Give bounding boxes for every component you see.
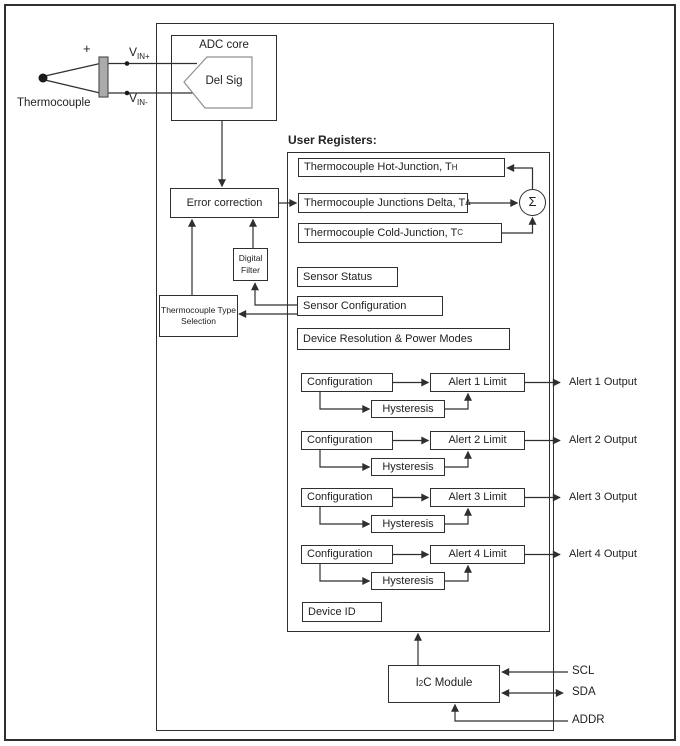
- alert4-configuration-box: Configuration: [301, 545, 393, 564]
- register-hot-junction: Thermocouple Hot-Junction, T H: [298, 158, 505, 177]
- alert4-output-label: Alert 4 Output: [569, 548, 637, 560]
- vin-plus-label: $V_{IN+}$: [129, 45, 150, 61]
- thermocouple-type-selection-box: Thermocouple Type Selection: [159, 295, 238, 337]
- register-junctions-delta: Thermocouple Junctions Delta, T Δ: [298, 193, 468, 213]
- alert1-hysteresis-box: Hysteresis: [371, 400, 445, 418]
- thermocouple-label: Thermocouple: [17, 97, 91, 109]
- alert2-hysteresis-box: Hysteresis: [371, 458, 445, 476]
- register-sensor-configuration: Sensor Configuration: [297, 296, 443, 316]
- alert1-limit-box: Alert 1 Limit: [430, 373, 525, 392]
- alert1-configuration-box: Configuration: [301, 373, 393, 392]
- error-correction-box: Error correction: [170, 188, 279, 218]
- i2c-module-box: I 2 C Module: [388, 665, 500, 703]
- alert3-configuration-box: Configuration: [301, 488, 393, 507]
- pin-addr-label: ADDR: [572, 714, 605, 726]
- del-sig-label: Del Sig: [205, 75, 243, 87]
- polarity-plus-label: +: [83, 41, 91, 56]
- alert4-hysteresis-box: Hysteresis: [371, 572, 445, 590]
- pin-scl-label: SCL: [572, 665, 595, 677]
- adc-core-title: ADC core: [199, 39, 249, 51]
- alert3-hysteresis-box: Hysteresis: [371, 515, 445, 533]
- connector-block: [99, 57, 108, 97]
- register-cold-junction: Thermocouple Cold-Junction, T C: [298, 223, 502, 243]
- alert2-output-label: Alert 2 Output: [569, 434, 637, 446]
- alert2-configuration-box: Configuration: [301, 431, 393, 450]
- alert3-output-label: Alert 3 Output: [569, 491, 637, 503]
- vin-minus-label: $V_{IN-}$: [129, 91, 148, 107]
- thermocouple-tip-dot: [39, 74, 48, 83]
- register-sensor-status: Sensor Status: [297, 267, 398, 287]
- alert1-output-label: Alert 1 Output: [569, 376, 637, 388]
- sigma-summing-node: Σ: [519, 189, 546, 216]
- user-registers-title: User Registers:: [288, 133, 377, 147]
- vin-plus-node-dot: [125, 61, 130, 66]
- alert4-limit-box: Alert 4 Limit: [430, 545, 525, 564]
- register-device-id: Device ID: [302, 602, 382, 622]
- pin-sda-label: SDA: [572, 686, 596, 698]
- digital-filter-box: Digital Filter: [233, 248, 268, 281]
- alert2-limit-box: Alert 2 Limit: [430, 431, 525, 450]
- register-device-resolution: Device Resolution & Power Modes: [297, 328, 510, 350]
- alert3-limit-box: Alert 3 Limit: [430, 488, 525, 507]
